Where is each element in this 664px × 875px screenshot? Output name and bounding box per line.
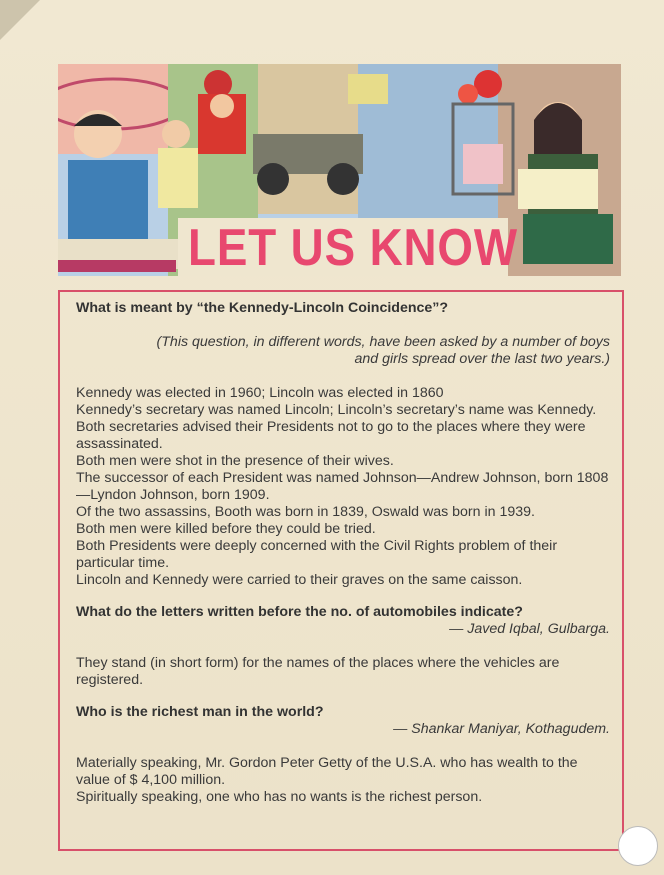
answer-text: Spiritually speaking, one who has no wants is the richest person. [76,789,483,805]
answer [76,655,610,689]
fact-item: Kennedy was elected in 1960; Lincoln was elected in 1860 [76,385,444,401]
answer-text: Materially speaking, Mr. Gordon Peter Getty of the U.S.A. who has wealth to the value of $ 4,100 million. [76,755,578,788]
fact-item: Both men were shot in the presence of their wives. [76,453,394,469]
question-kennedy-lincoln: What is meant by “the Kennedy-Lincoln Coincidence”? [76,300,449,316]
intro-line-1: (This question, in different words, have been asked by a number of boys [156,334,610,350]
page-corner [0,0,40,40]
asker-name: — Shankar Maniyar, Kothagudem. [393,721,610,737]
fact-item: Both secretaries advised their Presidents not to go to the places where they were assassinated. [76,419,586,452]
fact-item: Both Presidents were deeply concerned with the Civil Rights problem of their particular time. [76,538,558,571]
question-intro [76,334,610,368]
fact-item: Lincoln and Kennedy were carried to their graves on the same caisson. [76,572,523,588]
answer-text: They stand (in short form) for the names of the places where the vehicles are registered. [76,655,560,688]
qa-automobiles [76,604,610,689]
coincidence-list [76,385,610,589]
question-richest-man: Who is the richest man in the world? [76,704,324,720]
intro-line-2: and girls spread over the last two years.) [354,351,610,367]
qa-richest-man [76,704,610,806]
page-title: LET US KNOW [188,219,518,277]
fact-item: The successor of each President was named Johnson—Andrew Johnson, born 1808—Lyndon Johnson, born 1909. [76,470,609,503]
library-stamp-icon [618,826,658,866]
question-automobile-letters: What do the letters written before the no. of automobiles indicate? [76,604,523,620]
fact-item: Both men were killed before they could be tried. [76,521,376,537]
asker-name: — Javed Iqbal, Gulbarga. [449,621,610,637]
fact-item: Of the two assassins, Booth was born in 1839, Oswald was born in 1939. [76,504,535,520]
answer [76,755,610,806]
article-body [76,300,610,806]
fact-item: Kennedy’s secretary was named Lincoln; Lincoln’s secretary’s name was Kennedy. [76,402,597,418]
